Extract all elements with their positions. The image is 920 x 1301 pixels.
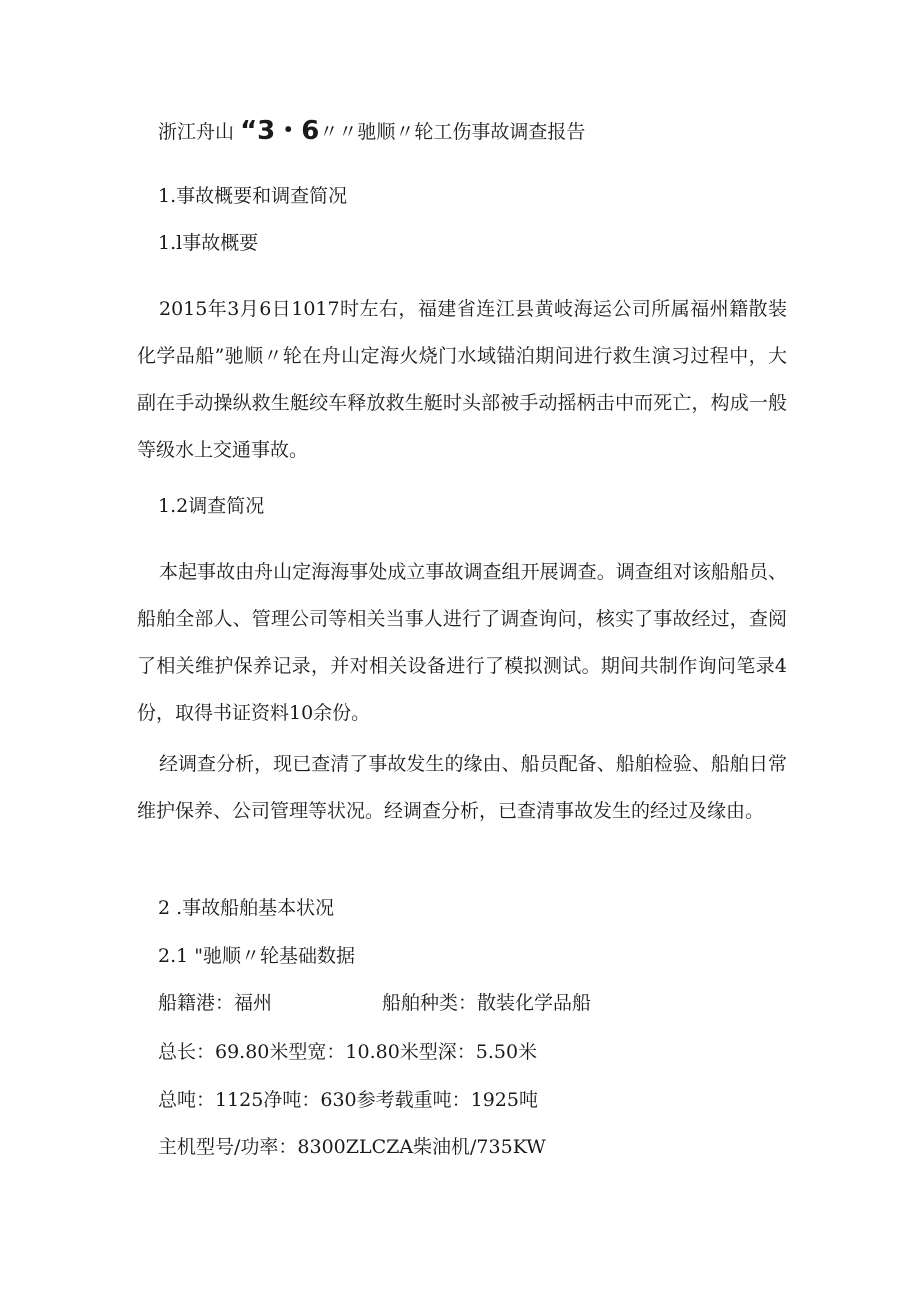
section-2-heading: 2 .事故船舶基本状况 [158, 897, 335, 919]
ship-type-label: 船舶种类：散装化学品船 [382, 992, 592, 1014]
section-1-2-body-1: 本起事故由舟山定海海事处成立事故调查组开展调查。调查组对该船船员、船舶全部人、管理公司等相关当事人进行了调查询问，核实了事故经过，查阅了相关维护保养记录，并对相关设备进行了模拟测试。期间共制作询问笔录4份，取得书证资料10余份。 [137, 561, 787, 724]
section-1-2-heading: 1.2调查简况 [158, 495, 265, 517]
title-suffix: 〃〃驰顺〃轮工伤事故调查报告 [319, 121, 586, 143]
section-1-1-body: 2015年3月6日1017时左右，福建省连江县黄岐海运公司所属福州籍散装化学品船”驰顺〃轮在舟山定海火烧门水域锚泊期间进行救生演习过程中，大副在手动操纵救生艇绞车释放救生艇时头部被手动摇柄击中而死亡，构成一般等级水上交通事故。 [137, 298, 787, 461]
ship-port-and-type-row [158, 990, 920, 1016]
ship-port-label: 船籍港：福州 [158, 992, 273, 1014]
section-1-1-heading: 1.l事故概要 [158, 232, 259, 254]
title-accident-date: “3・6 [240, 116, 320, 146]
ship-tonnage: 总吨：1125净吨：630参考载重吨：1925吨 [158, 1089, 538, 1111]
section-1-2-body-2: 经调查分析，现已查清了事故发生的缘由、船员配备、船舶检验、船舶日常维护保养、公司管理等状况。经调查分析，已查清事故发生的经过及缘由。 [137, 753, 787, 822]
section-2-1-heading: 2.1 "驰顺〃轮基础数据 [158, 945, 355, 967]
ship-engine: 主机型号/功率：8300ZLCZA柴油机/735KW [158, 1136, 546, 1158]
section-1-heading: 1.事故概要和调查简况 [158, 185, 348, 207]
ship-dimensions: 总长：69.80米型宽：10.80米型深：5.50米 [158, 1041, 538, 1063]
document-title [158, 118, 920, 145]
title-prefix: 浙江舟山 [158, 121, 235, 143]
